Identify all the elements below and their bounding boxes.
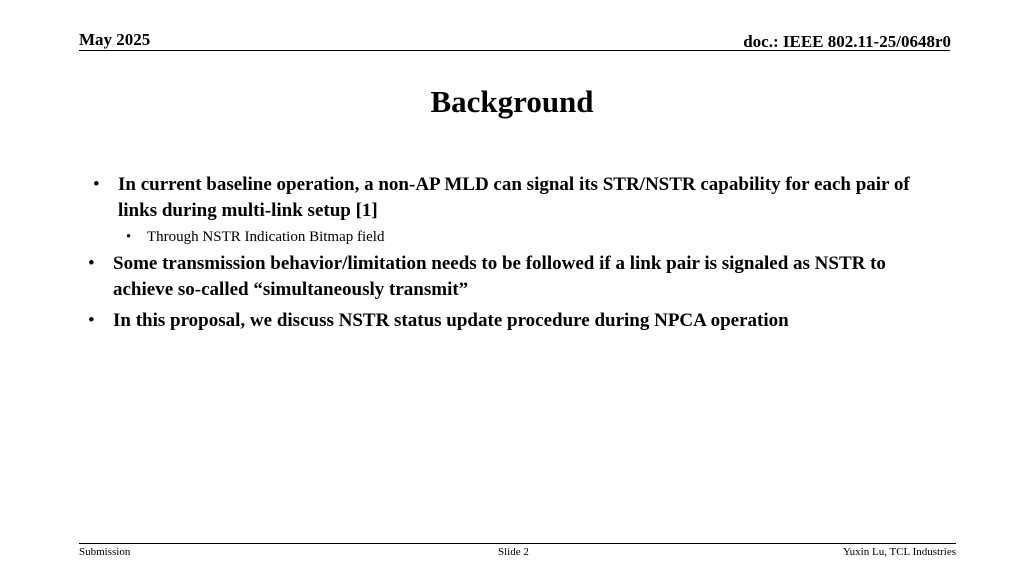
header-date: May 2025	[79, 30, 151, 49]
bullet-glyph: •	[93, 174, 100, 195]
footer-author: Yuxin Lu, TCL Industries	[842, 546, 956, 558]
bullet-glyph: •	[88, 310, 95, 331]
slide-title: Background	[430, 84, 594, 119]
footer-submission: Submission	[79, 546, 131, 558]
bullet-text: In current baseline operation, a non-AP MLD can signal its STR/NSTR capability for each pair of links during multi-link setup [1]	[118, 174, 910, 221]
sub-bullet-text: Through NSTR Indication Bitmap field	[147, 229, 385, 245]
sub-bullet-glyph: •	[126, 229, 132, 245]
bullet-item	[93, 172, 918, 224]
bullet-item	[88, 308, 913, 334]
bullet-glyph: •	[88, 253, 95, 274]
footer-slide-number: Slide 2	[498, 546, 529, 558]
footer-divider	[79, 543, 956, 544]
bullet-list	[0, 172, 1024, 334]
header-doc-id: doc.: IEEE 802.11-25/0648r0	[743, 32, 951, 51]
sub-bullet-item	[126, 227, 1024, 247]
bullet-text: Some transmission behavior/limitation needs to be followed if a link pair is signaled as NSTR to achieve so-called “simultaneously transmit”	[113, 253, 886, 300]
header-divider	[79, 50, 950, 51]
bullet-item	[88, 251, 913, 303]
bullet-text: In this proposal, we discuss NSTR status update procedure during NPCA operation	[113, 310, 789, 331]
